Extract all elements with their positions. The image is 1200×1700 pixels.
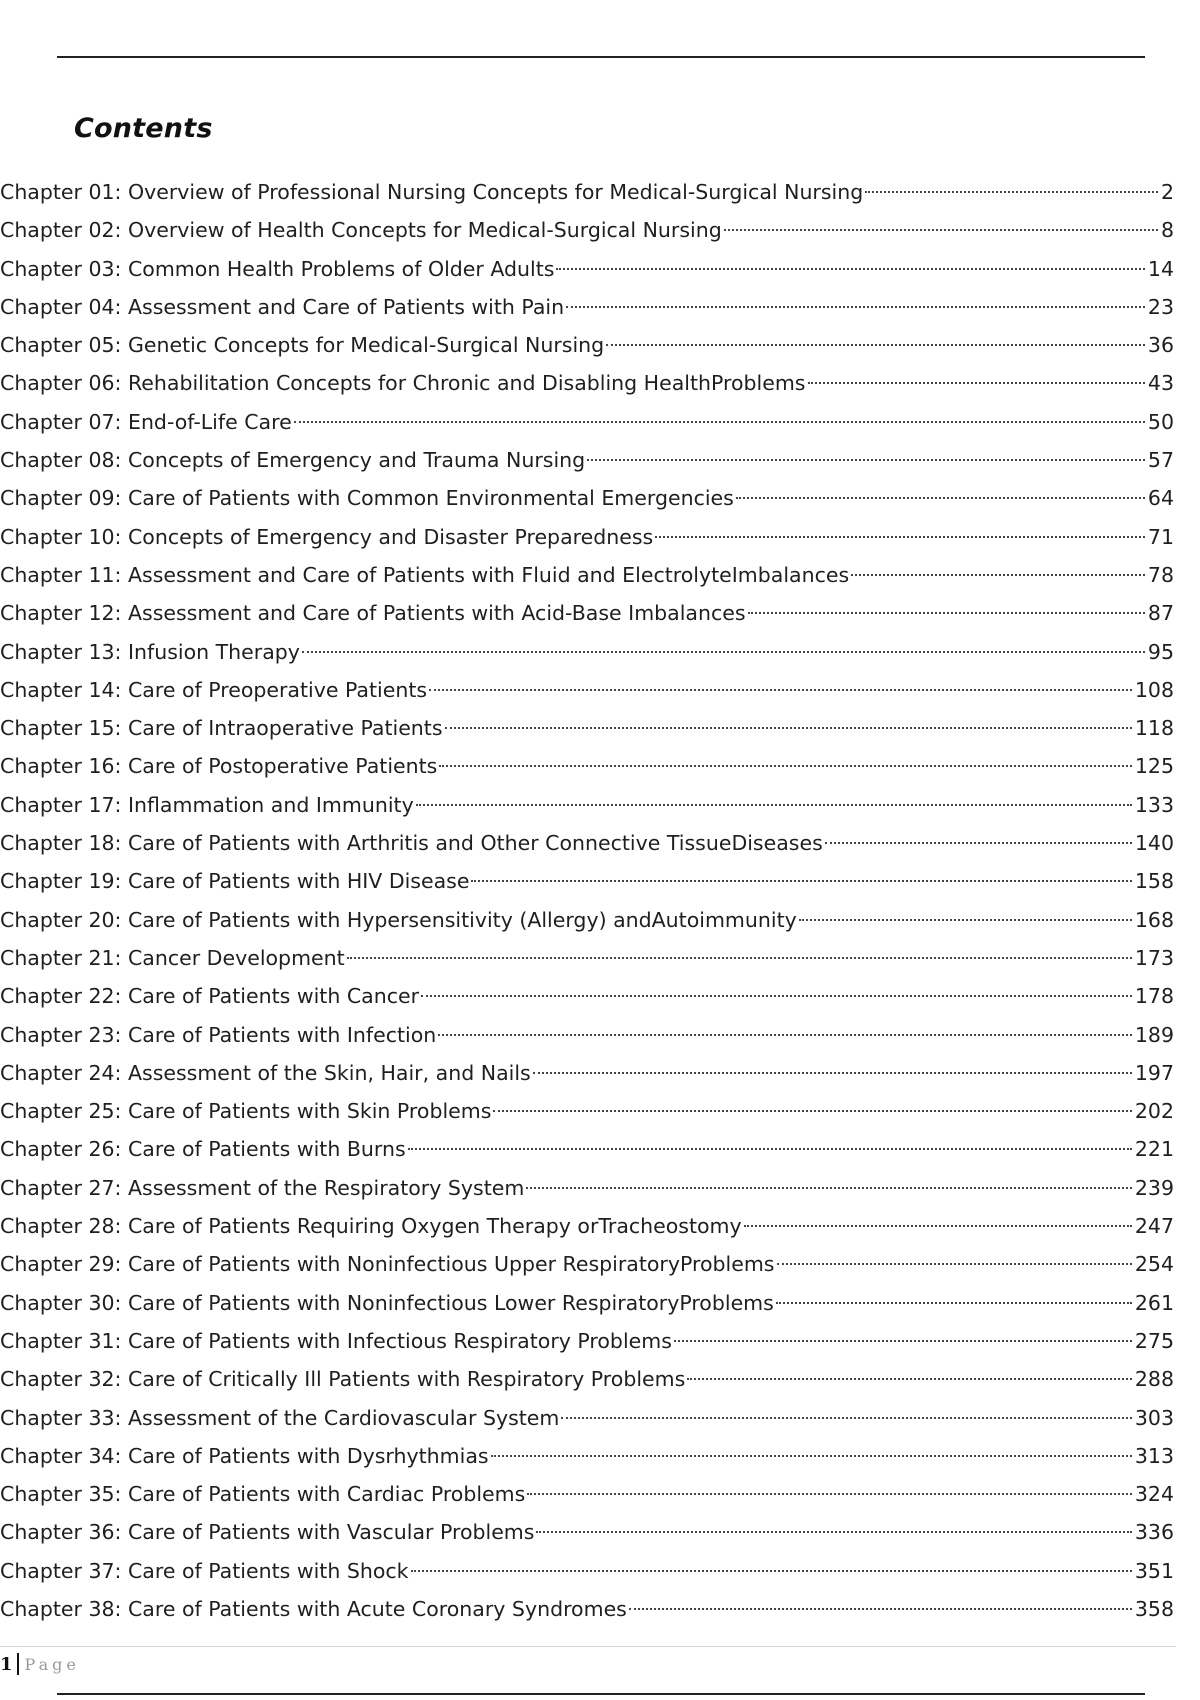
toc-dot-leader [429,689,1132,691]
toc-entry[interactable] [0,901,1174,939]
toc-entry[interactable] [0,518,1174,556]
toc-entry[interactable] [0,556,1174,594]
toc-entry[interactable] [0,862,1174,900]
toc-entry-title[interactable]: Chapter 38: Care of Patients with Acute Coronary Syndromes [0,1596,627,1621]
toc-entry[interactable] [0,1016,1174,1054]
toc-entry-page[interactable]: 247 [1134,1214,1174,1239]
toc-entry[interactable] [0,1169,1174,1207]
toc-dot-leader [439,765,1132,767]
toc-dot-leader [724,229,1158,231]
toc-dot-leader [776,1302,1132,1304]
toc-entry-page[interactable]: 173 [1134,945,1174,970]
toc-entry-page[interactable]: 140 [1134,831,1174,856]
toc-dot-leader [561,1417,1131,1419]
toc-entry-title[interactable]: Chapter 09: Care of Patients with Common Environmental Emergencies [0,486,734,511]
toc-entry-title[interactable]: Chapter 31: Care of Patients with Infectious Respiratory Problems [0,1328,672,1353]
toc-entry-page[interactable]: 324 [1134,1482,1174,1507]
toc-entry-title[interactable]: Chapter 16: Care of Postoperative Patients [0,754,438,779]
toc-entry-title[interactable]: Chapter 25: Care of Patients with Skin Problems [0,1099,492,1124]
toc-entry-title[interactable]: Chapter 05: Genetic Concepts for Medical-Surgical Nursing [0,333,605,358]
toc-entry[interactable] [0,364,1174,402]
toc-entry-title[interactable]: Chapter 11: Assessment and Care of Patients with Fluid and ElectrolyteImbalances [0,562,850,587]
toc-entry[interactable] [0,1130,1174,1168]
toc-entry-title[interactable]: Chapter 20: Care of Patients with Hypersensitivity (Allergy) andAutoimmunity [0,907,797,932]
toc-entry-title[interactable]: Chapter 03: Common Health Problems of Older Adults [0,256,555,281]
toc-dot-leader [294,421,1145,423]
toc-dot-leader [526,1187,1132,1189]
toc-entry-title[interactable]: Chapter 24: Assessment of the Skin, Hair, and Nails [0,1060,531,1085]
toc-entry[interactable] [0,824,1174,862]
toc-entry-title[interactable]: Chapter 34: Care of Patients with Dysrhythmias [0,1443,489,1468]
toc-entry-page[interactable]: 303 [1134,1405,1174,1430]
toc-entry[interactable] [0,211,1174,249]
toc-entry[interactable] [0,1475,1174,1513]
toc-dot-leader [493,1110,1131,1112]
toc-dot-leader [471,880,1131,882]
toc-entry-page[interactable]: 254 [1134,1252,1174,1277]
toc-entry-title[interactable]: Chapter 13: Infusion Therapy [0,639,300,664]
toc-dot-leader [808,382,1145,384]
toc-dot-leader [527,1493,1132,1495]
toc-dot-leader [655,536,1145,538]
toc-entry-page[interactable]: 351 [1134,1558,1174,1583]
contents-heading: Contents [74,113,213,144]
page-label: Page [24,1654,80,1674]
footer-divider [0,1646,1176,1647]
toc-entry[interactable] [0,403,1174,441]
toc-entry-page[interactable]: 261 [1134,1290,1174,1315]
toc-dot-leader [629,1608,1132,1610]
toc-entry[interactable] [0,633,1174,671]
toc-entry-page[interactable]: 23 [1147,294,1174,319]
toc-dot-leader [587,459,1145,461]
toc-entry[interactable] [0,1284,1174,1322]
toc-entry-page[interactable]: 78 [1147,562,1174,587]
toc-entry-page[interactable]: 2 [1160,180,1174,204]
toc-entry-page[interactable]: 336 [1134,1520,1174,1545]
toc-entry[interactable] [0,173,1174,211]
toc-entry-title[interactable]: Chapter 15: Care of Intraoperative Patients [0,716,443,741]
toc-entry[interactable] [0,250,1174,288]
toc-dot-leader [566,306,1145,308]
toc-entry-page[interactable]: 133 [1134,792,1174,817]
toc-dot-leader [744,1225,1132,1227]
toc-entry-page[interactable]: 239 [1134,1175,1174,1200]
toc-dot-leader [533,1072,1132,1074]
toc-entry-title[interactable]: Chapter 18: Care of Patients with Arthritis and Other Connective TissueDiseases [0,831,823,856]
toc-entry-title[interactable]: Chapter 22: Care of Patients with Cancer [0,984,420,1009]
toc-entry[interactable] [0,939,1174,977]
toc-entry-page[interactable]: 95 [1147,639,1174,664]
toc-entry-title[interactable]: Chapter 10: Concepts of Emergency and Disaster Preparedness [0,524,654,549]
toc-entry[interactable] [0,671,1174,709]
toc-entry[interactable] [0,594,1174,632]
toc-dot-leader [347,957,1132,959]
toc-dot-leader [302,651,1145,653]
toc-dot-leader [411,1570,1132,1572]
toc-entry[interactable] [0,709,1174,747]
toc-dot-leader [674,1340,1132,1342]
toc-dot-leader [408,1148,1132,1150]
toc-dot-leader [606,344,1145,346]
toc-entry[interactable] [0,479,1174,517]
toc-entry-title[interactable]: Chapter 30: Care of Patients with Noninfectious Lower RespiratoryProblems [0,1290,774,1315]
toc-entry[interactable] [0,1360,1174,1398]
toc-entry-page[interactable]: 64 [1147,486,1174,511]
toc-entry-title[interactable]: Chapter 33: Assessment of the Cardiovascular System [0,1405,560,1430]
toc-dot-leader [445,727,1132,729]
toc-dot-leader [825,842,1132,844]
toc-entry[interactable] [0,1399,1174,1437]
toc-entry-page[interactable]: 288 [1134,1367,1174,1392]
toc-dot-leader [799,919,1132,921]
toc-entry[interactable] [0,1054,1174,1092]
toc-dot-leader [556,268,1144,270]
toc-entry-page[interactable]: 71 [1147,524,1174,549]
toc-entry-page[interactable]: 275 [1134,1328,1174,1353]
toc-entry-title[interactable]: Chapter 23: Care of Patients with Infection [0,1022,437,1047]
toc-entry-page[interactable]: 108 [1134,677,1174,702]
toc-entry[interactable] [0,441,1174,479]
toc-entry-page[interactable]: 178 [1134,984,1174,1009]
toc-entry-title[interactable]: Chapter 14: Care of Preoperative Patients [0,677,428,702]
toc-dot-leader [851,574,1145,576]
toc-entry-page[interactable]: 168 [1134,907,1174,932]
toc-entry-title[interactable]: Chapter 27: Assessment of the Respiratory System [0,1175,525,1200]
toc-entry-title[interactable]: Chapter 01: Overview of Professional Nursing Concepts for Medical-Surgical Nursing [0,180,864,204]
toc-entry[interactable] [0,1207,1174,1245]
toc-entry-title[interactable]: Chapter 17: Inflammation and Immunity [0,792,414,817]
toc-entry[interactable] [0,1245,1174,1283]
toc-entry-title[interactable]: Chapter 36: Care of Patients with Vascular Problems [0,1520,535,1545]
toc-entry-page[interactable]: 118 [1134,716,1174,741]
toc-entry-page[interactable]: 202 [1134,1099,1174,1124]
toc-dot-leader [421,995,1132,997]
toc-dot-leader [687,1378,1132,1380]
toc-entry-title[interactable]: Chapter 07: End-of-Life Care [0,409,292,434]
toc-entry-page[interactable]: 358 [1134,1596,1174,1621]
toc-entry[interactable] [0,1092,1174,1130]
toc-dot-leader [736,497,1145,499]
toc-entry[interactable] [0,1552,1174,1590]
toc-dot-leader [777,1263,1132,1265]
toc-entry-title[interactable]: Chapter 21: Cancer Development [0,945,345,970]
page-number: 1 [0,1653,13,1675]
toc-entry-title[interactable]: Chapter 08: Concepts of Emergency and Trauma Nursing [0,448,586,473]
toc-entry[interactable] [0,1322,1174,1360]
toc-entry-page[interactable]: 125 [1134,754,1174,779]
toc-entry[interactable] [0,1437,1174,1475]
footer-rule [57,1693,1145,1695]
toc-entry-page[interactable]: 313 [1134,1443,1174,1468]
toc-entry[interactable] [0,1513,1174,1551]
toc-entry-page[interactable]: 50 [1147,409,1174,434]
toc-entry-page[interactable]: 8 [1160,218,1174,243]
toc-entry-page[interactable]: 189 [1134,1022,1174,1047]
toc-entry[interactable] [0,1590,1174,1628]
toc-entry-title[interactable]: Chapter 02: Overview of Health Concepts for Medical-Surgical Nursing [0,218,722,243]
toc-entry-page[interactable]: 158 [1134,869,1174,894]
toc-entry[interactable] [0,786,1174,824]
toc-dot-leader [748,612,1145,614]
toc-entry-title[interactable]: Chapter 29: Care of Patients with Noninfectious Upper RespiratoryProblems [0,1252,775,1277]
toc-entry-title[interactable]: Chapter 37: Care of Patients with Shock [0,1558,409,1583]
toc-entry-page[interactable]: 14 [1147,256,1174,281]
toc-entry-page[interactable]: 221 [1134,1137,1174,1162]
toc-entry-title[interactable]: Chapter 35: Care of Patients with Cardiac Problems [0,1482,526,1507]
toc-dot-leader [416,804,1132,806]
toc-dot-leader [536,1531,1131,1533]
toc-entry-title[interactable]: Chapter 06: Rehabilitation Concepts for Chronic and Disabling HealthProblems [0,371,806,396]
toc-entry[interactable] [0,288,1174,326]
toc-entry-title[interactable]: Chapter 28: Care of Patients Requiring Oxygen Therapy orTracheostomy [0,1214,742,1239]
table-of-contents [0,173,1174,1628]
header-rule [57,56,1145,58]
toc-entry-page[interactable]: 197 [1134,1060,1174,1085]
toc-entry-page[interactable]: 87 [1147,601,1174,626]
toc-entry-page[interactable]: 36 [1147,333,1174,358]
toc-entry-page[interactable]: 57 [1147,448,1174,473]
toc-entry-title[interactable]: Chapter 26: Care of Patients with Burns [0,1137,406,1162]
toc-dot-leader [438,1034,1132,1036]
toc-entry[interactable] [0,747,1174,785]
footer-separator [17,1653,19,1675]
toc-entry-title[interactable]: Chapter 04: Assessment and Care of Patients with Pain [0,294,565,319]
toc-entry-title[interactable]: Chapter 12: Assessment and Care of Patients with Acid-Base Imbalances [0,601,746,626]
toc-dot-leader [865,191,1158,193]
toc-entry-title[interactable]: Chapter 19: Care of Patients with HIV Disease [0,869,470,894]
toc-entry[interactable] [0,326,1174,364]
toc-entry-page[interactable]: 43 [1147,371,1174,396]
toc-entry[interactable] [0,977,1174,1015]
page-footer [0,1650,80,1678]
toc-entry-title[interactable]: Chapter 32: Care of Critically Ill Patients with Respiratory Problems [0,1367,686,1392]
toc-dot-leader [491,1455,1132,1457]
